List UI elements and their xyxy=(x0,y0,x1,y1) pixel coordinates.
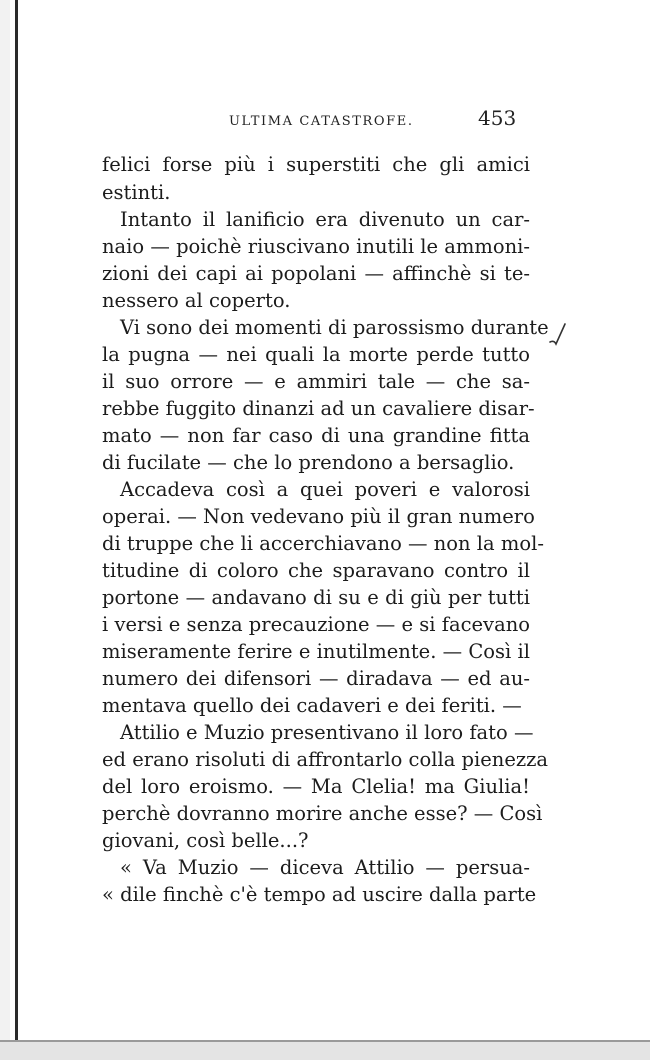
text-line: miseramente ferire e inutilmente. — Così il xyxy=(102,640,530,663)
text-line: il suo orrore — e ammiri tale — che sa- xyxy=(102,370,530,393)
text-line: portone — andavano di su e di giù per tutti xyxy=(102,586,530,609)
text-line: di fucilate — che lo prendono a bersaglio. xyxy=(102,451,515,474)
text-line: zioni dei capi ai popolani — affinchè si te- xyxy=(102,262,530,285)
running-head: ULTIMA CATASTROFE. xyxy=(229,114,414,129)
text-line: Attilio e Muzio presentivano il loro fato — xyxy=(120,721,534,744)
text-line: felici forse più i superstiti che gli amici xyxy=(102,153,530,176)
text-line: operai. — Non vedevano più il gran numero xyxy=(102,505,535,528)
text-line: del loro eroismo. — Ma Clelia! ma Giulia! xyxy=(102,775,530,798)
page-number: 453 xyxy=(478,106,517,130)
text-line: numero dei difensori — diradava — ed au- xyxy=(102,667,530,690)
page-bottom-edge xyxy=(0,1042,650,1060)
text-line: mato — non far caso di una grandine fitta xyxy=(102,424,530,447)
text-line: giovani, così belle...? xyxy=(102,829,309,852)
text-line: mentava quello dei cadaveri e dei feriti. — xyxy=(102,694,522,717)
text-line: la pugna — nei quali la morte perde tutto xyxy=(102,343,530,366)
text-line: Intanto il lanificio era divenuto un car- xyxy=(120,208,530,231)
page-binding-edge xyxy=(15,0,18,1060)
text-line: estinti. xyxy=(102,181,171,204)
text-line: ed erano risoluti di affrontarlo colla pienezza xyxy=(102,748,549,771)
page-spine-shadow xyxy=(0,0,10,1060)
text-line: naio — poichè riuscivano inutili le ammoni- xyxy=(102,235,530,258)
text-line: Accadeva così a quei poveri e valorosi xyxy=(120,478,530,501)
text-line: « dile finchè c'è tempo ad uscire dalla parte xyxy=(102,883,537,906)
text-line: perchè dovranno morire anche esse? — Così xyxy=(102,802,543,825)
text-line: « Va Muzio — diceva Attilio — persua- xyxy=(120,856,530,879)
pencil-margin-mark xyxy=(548,318,568,348)
text-line: rebbe fuggito dinanzi ad un cavaliere disar- xyxy=(102,397,535,420)
text-line: di truppe che li accerchiavano — non la mol- xyxy=(102,532,544,555)
text-line: titudine di coloro che sparavano contro il xyxy=(102,559,530,582)
text-line: i versi e senza precauzione — e si facevano xyxy=(102,613,530,636)
text-line: nessero al coperto. xyxy=(102,289,291,312)
text-line: Vi sono dei momenti di parossismo durante xyxy=(120,316,549,339)
